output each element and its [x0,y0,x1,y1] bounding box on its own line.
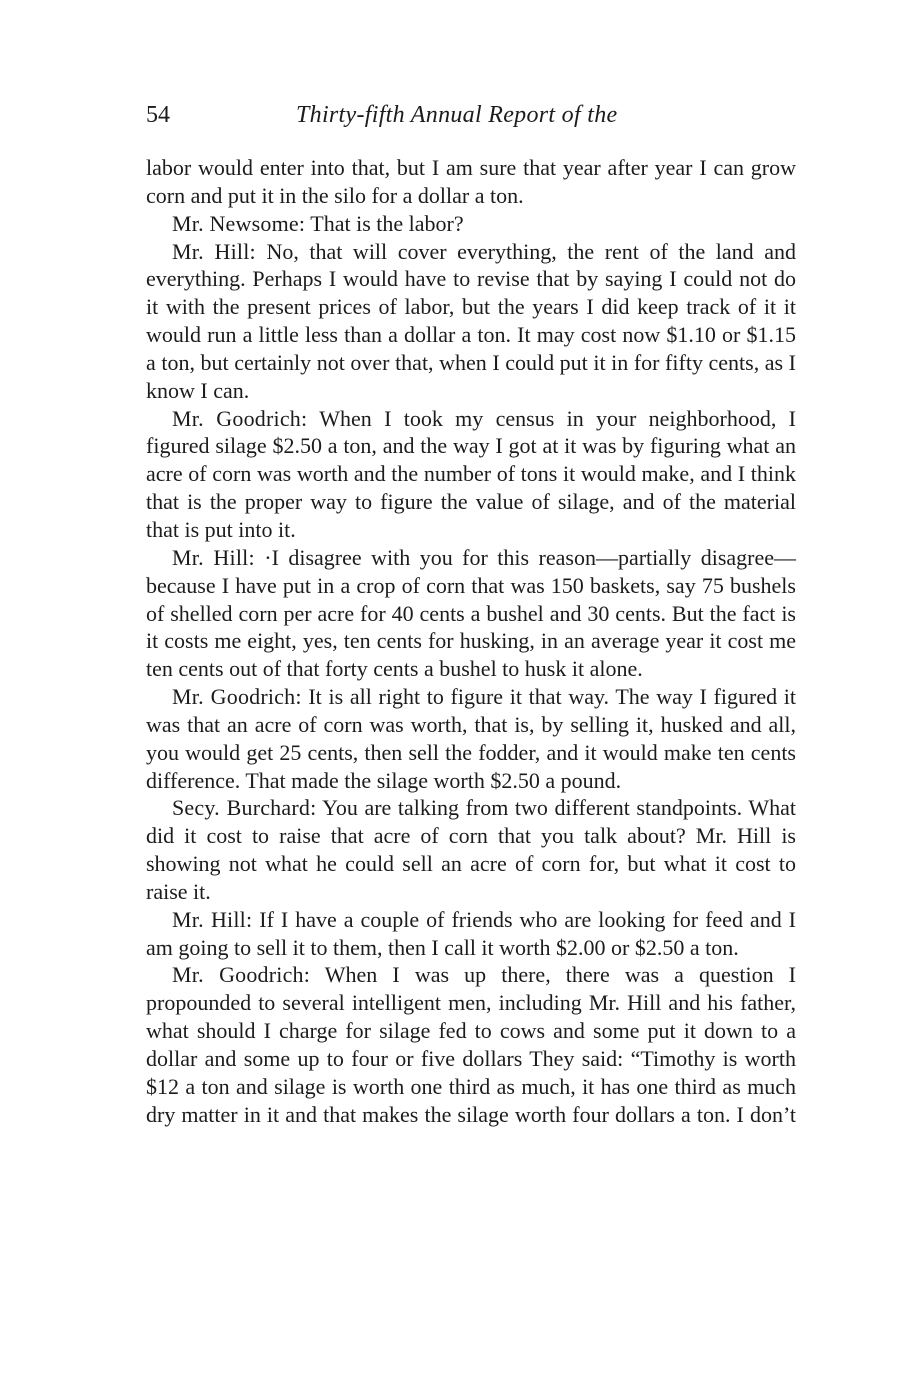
speaker-label: Mr. Goodrich: [172,962,311,988]
paragraph-text: That is the labor? [310,210,464,236]
speaker-label: Mr. Goodrich: [172,684,302,710]
paragraph-text: No, that will cover everything, the rent of the land and everything. Perhaps I would have to revise that by saying I could not do it with the present prices of labor, but the years I did keep track of it it would run a little less than a dollar a ton. It may cost now $1.10 or $1.15 a ton, but certainly not over that, when I could put it in for fifty cents, as I know I can. [146,238,796,403]
speaker-label: Mr. Hill: [172,544,255,570]
paragraph-hill-2 [146,544,796,683]
body-text [146,154,796,1129]
paragraph-text: It is all right to figure it that way. The way I figured it was that an acre of corn was worth, that is, by selling it, husked and all, you would get 25 cents, then sell the fodder, and it would make ten cents difference. That made the silage worth $2.50 a pound. [146,684,796,793]
page-number: 54 [146,102,170,128]
speaker-label: Secy. Burchard: [172,795,317,821]
paragraph-goodrich-1 [146,405,796,544]
speaker-label: Mr. Newsome: [172,210,306,236]
paragraph-text: If I have a couple of friends who are looking for feed and I am going to sell it to them, then I call it worth $2.00 or $2.50 a ton. [146,906,797,960]
running-head [146,98,796,132]
paragraph-text: When I was up there, there was a question I propounded to several intelligent men, including Mr. Hill and his father, what should I charge for silage fed to cows and some put it down to a dollar and some up to four or five dollars They said: “Timothy is worth $12 a ton and silage is worth one third as much, it has one third as much dry matter in it and that makes the silage worth four dollars a ton. I don’t [146,962,796,1127]
paragraph-continuation [146,154,796,210]
paragraph-hill-1 [146,238,796,405]
speaker-label: Mr. Goodrich: [172,405,308,431]
paragraph-text: You are talking from two different standpoints. What did it cost to raise that acre of corn that you talk about? Mr. Hill is showing not what he could sell an acre of corn for, but what it cost to raise it. [146,795,796,904]
paragraph-goodrich-2 [146,683,796,794]
paragraph-text: ·I disagree with you for this reason—partially disagree—because I have put in a crop of corn that was 150 baskets, say 75 bushels of shelled corn per acre for 40 cents a bushel and 30 cents. But the fact is it costs me eight, yes, ten cents for husking, in an average year it cost me ten cents out of that forty cents a bushel to husk it alone. [146,544,797,682]
paragraph-newsome [146,210,796,238]
running-title: Thirty-fifth Annual Report of the [296,102,618,128]
paragraph-burchard [146,794,796,905]
paragraph-text: When I took my census in your neighborhood, I figured silage $2.50 a ton, and the way I got at it was by figuring what an acre of corn was worth and the number of tons it would make, and I think that is the proper way to figure the value of silage, and of the material that is put into it. [146,405,797,542]
paragraph-hill-3 [146,906,796,962]
paragraph-goodrich-3 [146,961,796,1128]
speaker-label: Mr. Hill: [172,906,253,932]
paragraph-text: labor would enter into that, but I am sure that year after year I can grow corn and put it in the silo for a dollar a ton. [146,155,796,208]
speaker-label: Mr. Hill: [172,238,256,264]
